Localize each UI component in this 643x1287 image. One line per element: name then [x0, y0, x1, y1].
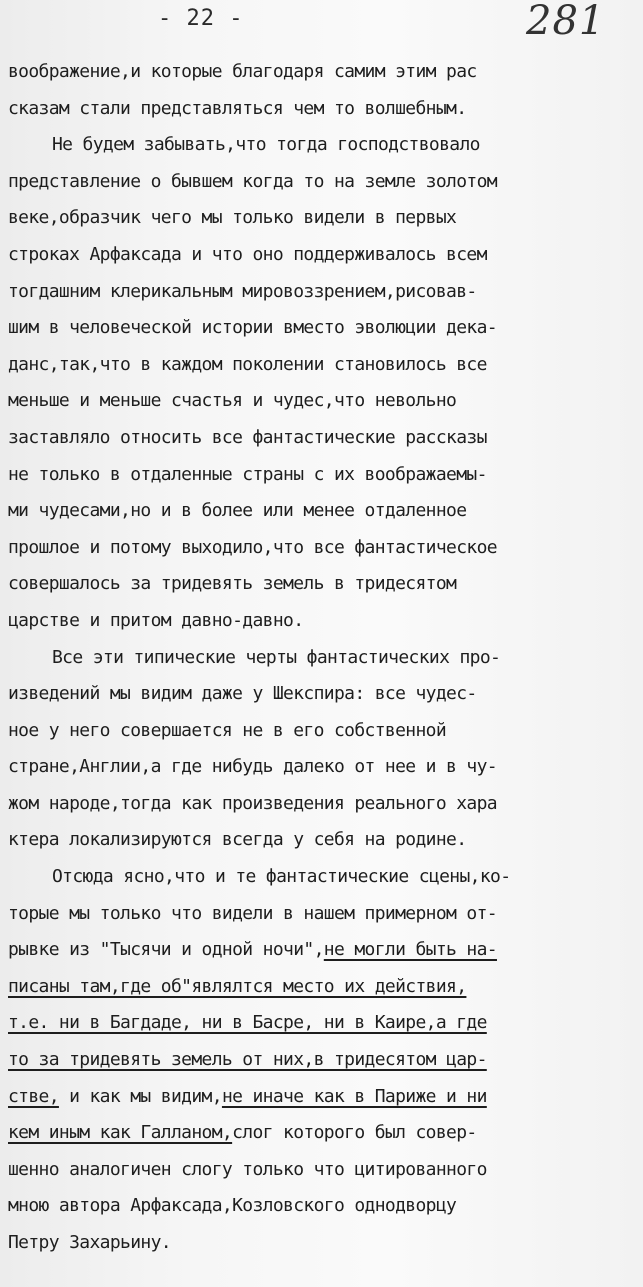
- text-line: стране,Англии,а где нибудь далеко от нее и в чу-: [8, 756, 497, 778]
- underlined-text: т.е. ни в Багдаде, ни в Басре, ни в Каире,а где: [8, 1012, 487, 1034]
- text-line: строках Арфаксада и что оно поддерживалось всем: [8, 243, 487, 265]
- text-line: ми чудесами,но и в более или менее отдаленное: [8, 500, 467, 522]
- text-line: не только в отдаленные страны с их воображаемы-: [8, 463, 487, 485]
- text-line: Не будем забывать,что тогда господствовало: [52, 134, 480, 156]
- text-line: данс,так,что в каждом поколении становилось все: [8, 353, 487, 375]
- text-segment: слог которого был совер-: [232, 1122, 477, 1144]
- underlined-text: писаны там,где об"являлтся место их действия,: [8, 975, 467, 997]
- text-line: прошлое и потому выходило,что все фантастическое: [8, 536, 497, 558]
- text-line: [8, 1079, 640, 1116]
- text-line: шим в человеческой истории вместо эволюции дека-: [8, 317, 497, 339]
- underlined-text: не иначе как в Париже и ни: [221, 1085, 487, 1107]
- text-line: Отсюда ясно,что и те фантастические сцены,ко-: [52, 866, 511, 888]
- text-line: совершалось за тридевять земель в тридесятом: [8, 573, 457, 595]
- text-line: ктера локализируются всегда у себя на родине.: [8, 829, 467, 851]
- text-line: изведений мы видим даже у Шекспира: все чудес-: [8, 683, 477, 705]
- text-line: сказам стали представляться чем то волшебным.: [8, 97, 467, 119]
- text-line: представление о бывшем когда то на земле золотом: [8, 170, 497, 192]
- archive-number: 281: [526, 0, 606, 44]
- text-line: Все эти типические черты фантастических про-: [52, 646, 501, 668]
- page-number: - 22 -: [158, 6, 244, 31]
- text-segment: и как мы видим,: [58, 1085, 222, 1107]
- text-line: Петру Захарьину.: [8, 1232, 171, 1253]
- text-line: [8, 1115, 640, 1152]
- text-line: меньше и меньше счастья и чудес,что невольно: [8, 390, 457, 412]
- text-line: тогдашним клерикальным мировоззрением,рисовав-: [8, 280, 477, 302]
- text-line: [8, 1005, 640, 1042]
- text-line: торые мы только что видели в нашем примерном от-: [8, 902, 497, 924]
- text-segment: рывке из "Тысячи и одной ночи",: [8, 939, 324, 961]
- text-line: веке,образчик чего мы только видели в первых: [8, 207, 457, 229]
- text-line: жом народе,тогда как произведения реального хара: [8, 792, 497, 814]
- underlined-text: то за тридевять земель от них,в тридесятом цар-: [8, 1049, 487, 1071]
- body-text: [8, 54, 640, 1262]
- text-line: мною автора Арфаксада,Козловского однодворцу: [8, 1195, 457, 1217]
- text-line: заставляло относить все фантастические рассказы: [8, 426, 487, 448]
- text-line: [8, 1042, 640, 1079]
- text-line: царстве и притом давно-давно.: [8, 609, 304, 631]
- text-line: шенно аналогичен слогу только что цитированного: [8, 1158, 487, 1180]
- text-line: воображение,и которые благодаря самим этим рас: [8, 61, 477, 82]
- underlined-text: стве,: [8, 1085, 59, 1107]
- underlined-text: кем иным как Галланом,: [8, 1122, 233, 1144]
- text-line: ное у него совершается не в его собственной: [8, 719, 447, 741]
- underlined-text: не могли быть на-: [323, 939, 497, 961]
- text-line: [8, 932, 640, 969]
- text-line: [8, 969, 640, 1006]
